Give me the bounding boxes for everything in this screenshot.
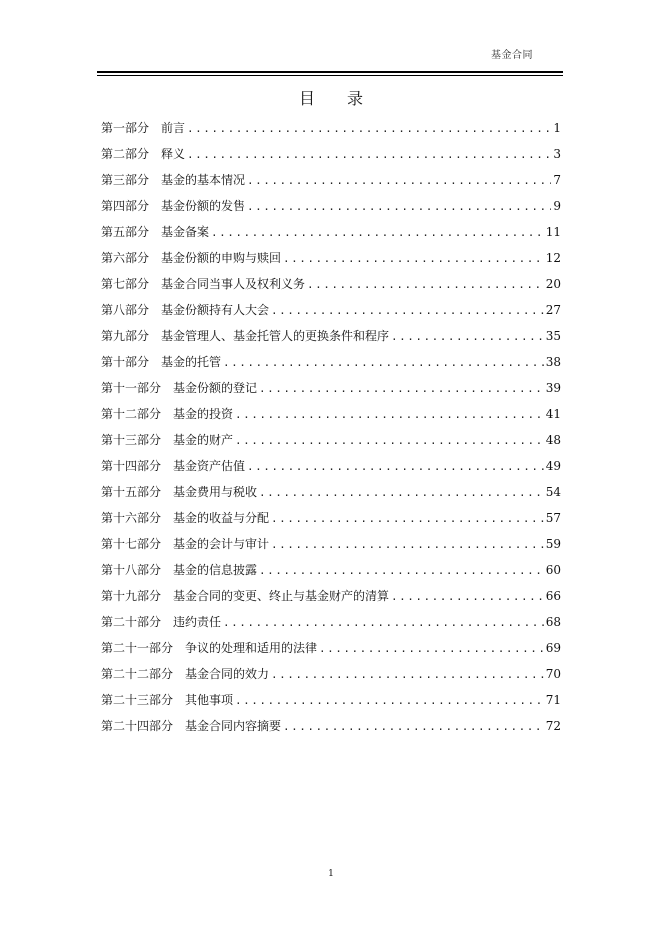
toc-entry[interactable] [101, 248, 561, 274]
toc-entry-title: 释义 [161, 147, 186, 161]
toc-page-number: 11 [545, 225, 561, 239]
toc-entry-title: 违约责任 [173, 615, 222, 629]
toc-entry[interactable] [101, 222, 561, 248]
toc-leader-dots [211, 223, 544, 243]
toc-page-number: 71 [545, 693, 561, 707]
toc-entry-title: 基金的托管 [161, 355, 222, 369]
toc-part-number: 第十八部分 [101, 563, 162, 577]
toc-part-number: 第二十四部分 [101, 719, 174, 733]
toc-leader-dots [283, 717, 544, 737]
toc-page-number: 35 [545, 329, 561, 343]
toc-part-number: 第四部分 [101, 199, 150, 213]
toc-entry-title: 基金合同的变更、终止与基金财产的清算 [173, 589, 390, 603]
toc-entry[interactable] [101, 716, 561, 742]
toc-part-number: 第二十三部分 [101, 693, 174, 707]
toc-part-number: 第十七部分 [101, 537, 162, 551]
toc-entry-title: 基金合同内容摘要 [185, 719, 282, 733]
toc-page-number: 48 [545, 433, 561, 447]
toc-entry[interactable] [101, 170, 561, 196]
toc-part-number: 第十九部分 [101, 589, 162, 603]
toc-leader-dots [259, 379, 544, 399]
toc-entry-title: 其他事项 [185, 693, 234, 707]
toc-part-number: 第六部分 [101, 251, 150, 265]
toc-entry[interactable] [101, 430, 561, 456]
toc-page-number: 54 [545, 485, 561, 499]
toc-part-number: 第十四部分 [101, 459, 162, 473]
toc-part-number: 第二十部分 [101, 615, 162, 629]
toc-page-number: 3 [553, 147, 561, 161]
toc-page-number: 60 [545, 563, 561, 577]
toc-entry-title: 基金的信息披露 [173, 563, 258, 577]
toc-page-number: 1 [553, 121, 561, 135]
toc-leader-dots [187, 119, 551, 139]
toc-entry[interactable] [101, 378, 561, 404]
toc-entry-title: 基金的投资 [173, 407, 234, 421]
toc-page-number: 27 [545, 303, 561, 317]
toc-leader-dots [235, 431, 544, 451]
header-rule-thick [97, 71, 563, 73]
toc-leader-dots [391, 327, 544, 347]
toc-entry[interactable] [101, 508, 561, 534]
toc-part-number: 第十五部分 [101, 485, 162, 499]
toc-part-number: 第三部分 [101, 173, 150, 187]
toc-leader-dots [223, 353, 544, 373]
toc-page-number: 7 [553, 173, 561, 187]
toc-page-number: 68 [545, 615, 561, 629]
toc-entry[interactable] [101, 482, 561, 508]
toc-page-number: 66 [545, 589, 561, 603]
toc-leader-dots [271, 509, 544, 529]
toc-leader-dots [223, 613, 544, 633]
toc-leader-dots [247, 197, 551, 217]
toc-part-number: 第八部分 [101, 303, 150, 317]
toc-part-number: 第九部分 [101, 329, 150, 343]
toc-entry-title: 基金资产估值 [173, 459, 246, 473]
toc-entry[interactable] [101, 404, 561, 430]
toc-entry[interactable] [101, 560, 561, 586]
toc-entry[interactable] [101, 612, 561, 638]
toc-part-number: 第五部分 [101, 225, 150, 239]
toc-leader-dots [319, 639, 544, 659]
table-of-contents [101, 118, 561, 742]
toc-leader-dots [247, 457, 544, 477]
toc-entry[interactable] [101, 638, 561, 664]
toc-entry-title: 基金的基本情况 [161, 173, 246, 187]
toc-leader-dots [283, 249, 544, 269]
toc-leader-dots [235, 691, 544, 711]
toc-page-number: 41 [545, 407, 561, 421]
toc-page-number: 38 [545, 355, 561, 369]
toc-entry[interactable] [101, 664, 561, 690]
toc-entry-title: 基金份额的发售 [161, 199, 246, 213]
toc-leader-dots [259, 483, 544, 503]
toc-page-number: 70 [545, 667, 561, 681]
toc-entry[interactable] [101, 534, 561, 560]
toc-entry[interactable] [101, 274, 561, 300]
toc-page-number: 39 [545, 381, 561, 395]
toc-part-number: 第二十二部分 [101, 667, 174, 681]
footer-page-number: 1 [328, 869, 334, 879]
toc-leader-dots [235, 405, 544, 425]
toc-part-number: 第十三部分 [101, 433, 162, 447]
toc-page-number: 69 [545, 641, 561, 655]
toc-entry-title: 基金合同的效力 [185, 667, 270, 681]
toc-entry[interactable] [101, 196, 561, 222]
toc-entry-title: 前言 [161, 121, 186, 135]
toc-leader-dots [307, 275, 544, 295]
header-rule-thin [97, 75, 563, 76]
toc-entry-title: 基金份额持有人大会 [161, 303, 270, 317]
toc-part-number: 第十六部分 [101, 511, 162, 525]
toc-entry[interactable] [101, 300, 561, 326]
toc-leader-dots [271, 301, 544, 321]
toc-entry-title: 基金合同当事人及权利义务 [161, 277, 306, 291]
toc-page-number: 59 [545, 537, 561, 551]
toc-leader-dots [391, 587, 544, 607]
toc-part-number: 第二十一部分 [101, 641, 174, 655]
toc-entry-title: 基金费用与税收 [173, 485, 258, 499]
toc-part-number: 第一部分 [101, 121, 150, 135]
toc-page-number: 49 [545, 459, 561, 473]
toc-page-number: 20 [545, 277, 561, 291]
toc-page-number: 9 [553, 199, 561, 213]
toc-leader-dots [247, 171, 551, 191]
toc-page-number: 57 [545, 511, 561, 525]
toc-entry[interactable] [101, 690, 561, 716]
toc-entry[interactable] [101, 586, 561, 612]
toc-entry[interactable] [101, 118, 561, 144]
toc-entry-title: 基金备案 [161, 225, 210, 239]
toc-part-number: 第十二部分 [101, 407, 162, 421]
toc-leader-dots [271, 665, 544, 685]
toc-page-number: 72 [545, 719, 561, 733]
toc-entry[interactable] [101, 352, 561, 378]
toc-page-number: 12 [545, 251, 561, 265]
toc-entry-title: 基金的财产 [173, 433, 234, 447]
toc-title: 目 录 [298, 89, 363, 108]
toc-entry[interactable] [101, 326, 561, 352]
toc-entry-title: 争议的处理和适用的法律 [185, 641, 318, 655]
toc-leader-dots [187, 145, 551, 165]
toc-entry[interactable] [101, 144, 561, 170]
toc-entry-title: 基金份额的申购与赎回 [161, 251, 282, 265]
toc-entry-title: 基金份额的登记 [173, 381, 258, 395]
running-header: 基金合同 [491, 50, 533, 61]
toc-entry-title: 基金的收益与分配 [173, 511, 270, 525]
toc-entry[interactable] [101, 456, 561, 482]
toc-entry-title: 基金的会计与审计 [173, 537, 270, 551]
toc-part-number: 第十部分 [101, 355, 150, 369]
toc-part-number: 第十一部分 [101, 381, 162, 395]
toc-leader-dots [259, 561, 544, 581]
toc-entry-title: 基金管理人、基金托管人的更换条件和程序 [161, 329, 390, 343]
toc-part-number: 第七部分 [101, 277, 150, 291]
toc-leader-dots [271, 535, 544, 555]
toc-part-number: 第二部分 [101, 147, 150, 161]
